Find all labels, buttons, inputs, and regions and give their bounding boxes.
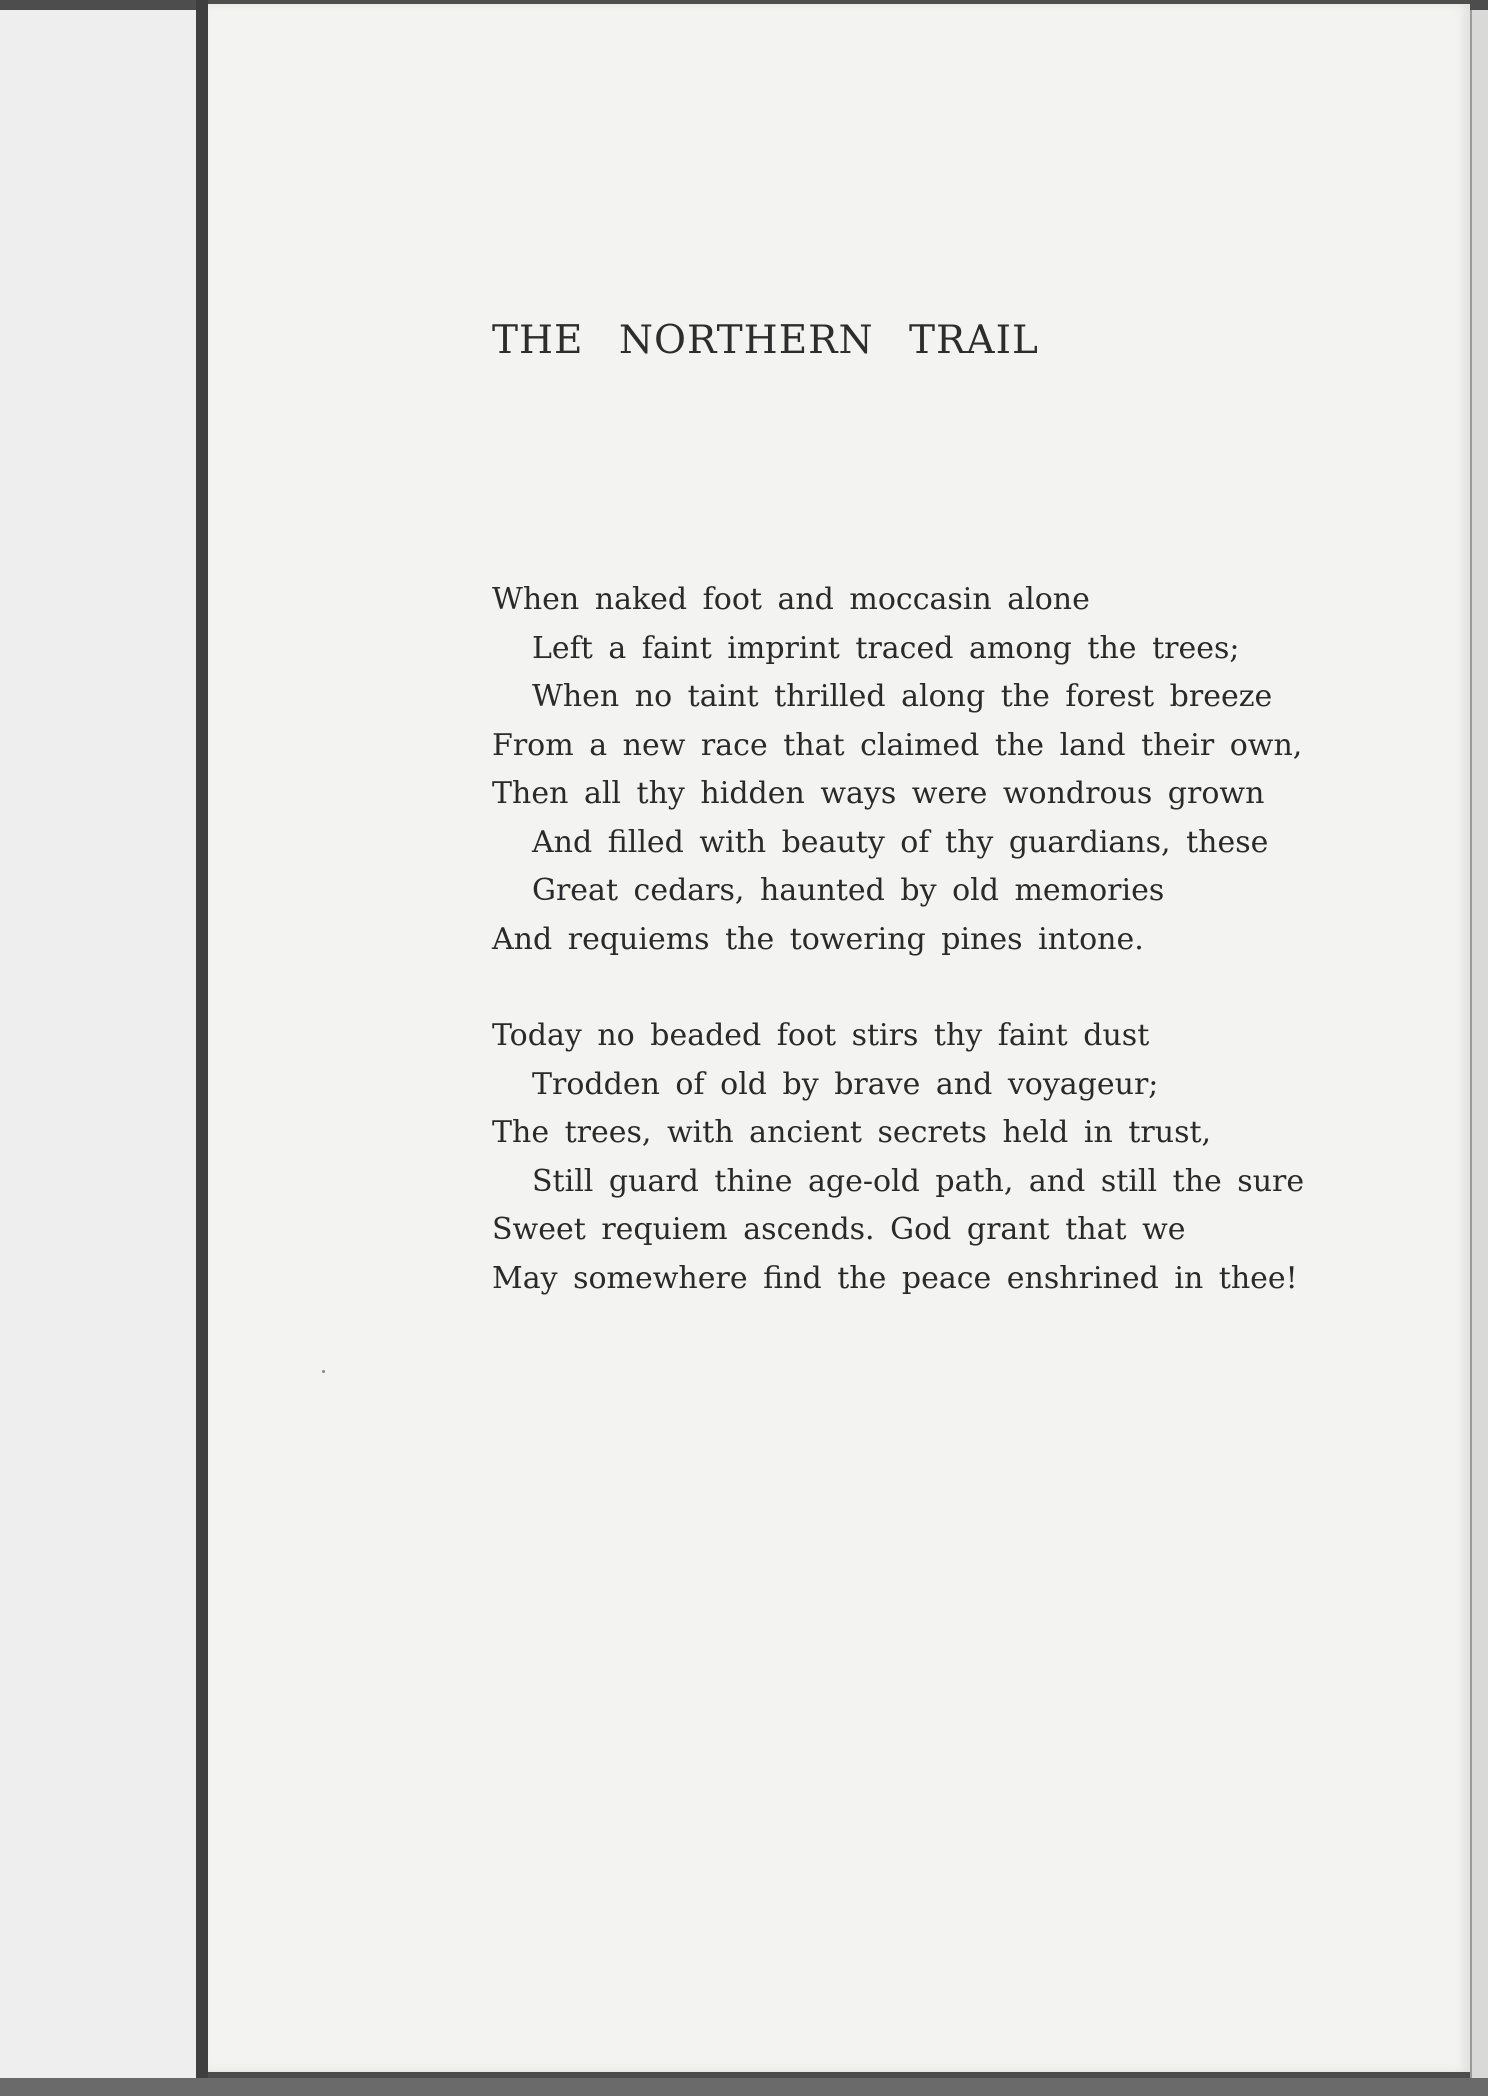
poem-line: Then all thy hidden ways were wondrous grown [492,776,1265,811]
poem-line: When no taint thrilled along the forest breeze [532,679,1273,714]
stanza [492,1012,1322,1303]
poem-line: And filled with beauty of thy guardians, these [532,824,1269,860]
poem-line: Left a faint imprint traced among the trees; [532,630,1240,666]
stanza [492,576,1322,964]
left-page [0,10,200,2082]
poem-line: When naked foot and moccasin alone [492,582,1090,617]
poem-title: THE NORTHERN TRAIL [492,318,1039,363]
page-edge [1470,10,1488,2086]
page-gutter [196,0,208,2096]
poem-line: Trodden of old by brave and voyageur; [532,1066,1159,1102]
paper-speck [322,1370,325,1373]
poem-line: Today no beaded foot stirs thy faint dust [492,1018,1150,1053]
poem-line: Sweet requiem ascends. God grant that we [492,1212,1186,1247]
poem-line: Still guard thine age-old path, and still the sure [532,1163,1305,1199]
poem-body [492,576,1322,1351]
poem-line: The trees, with ancient secrets held in trust, [492,1115,1212,1150]
poem-line: May somewhere find the peace enshrined in thee! [492,1260,1298,1296]
poem-line: Great cedars, haunted by old memories [532,873,1165,908]
poem-line: From a new race that claimed the land their own, [492,727,1303,763]
poem-line: And requiems the towering pines intone. [492,921,1144,957]
scan-bottom-edge [0,2078,1488,2096]
